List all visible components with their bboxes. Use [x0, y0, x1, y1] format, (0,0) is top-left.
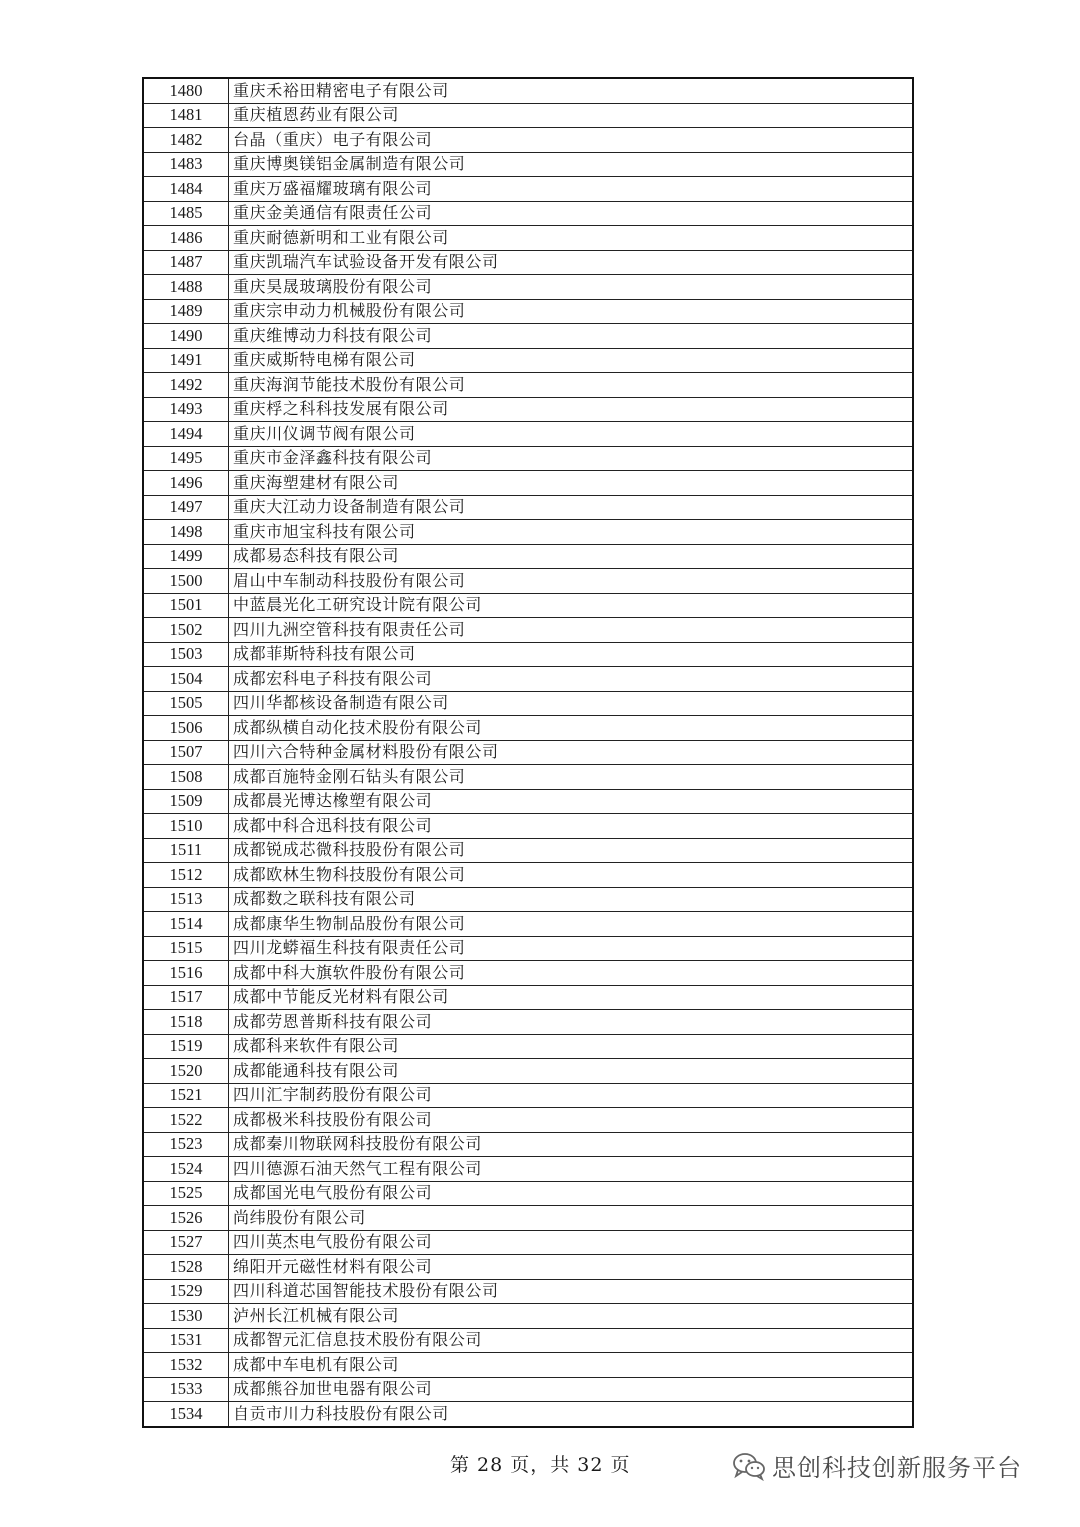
row-number: 1483 [143, 152, 229, 177]
table-row [143, 250, 913, 275]
company-name: 重庆昊晟玻璃股份有限公司 [229, 275, 914, 300]
table-row [143, 1402, 913, 1427]
table-row [143, 1255, 913, 1280]
table-row [143, 1304, 913, 1329]
row-number: 1486 [143, 226, 229, 251]
row-number: 1498 [143, 520, 229, 545]
table-row [143, 520, 913, 545]
table-row [143, 201, 913, 226]
row-number: 1519 [143, 1034, 229, 1059]
table-row [143, 961, 913, 986]
row-number: 1524 [143, 1157, 229, 1182]
company-name: 成都中科大旗软件股份有限公司 [229, 961, 914, 986]
table-row [143, 1279, 913, 1304]
table-row [143, 1377, 913, 1402]
table-row [143, 1181, 913, 1206]
company-name: 中蓝晨光化工研究设计院有限公司 [229, 593, 914, 618]
table-row [143, 887, 913, 912]
row-number: 1482 [143, 128, 229, 153]
row-number: 1520 [143, 1059, 229, 1084]
row-number: 1514 [143, 912, 229, 937]
row-number: 1529 [143, 1279, 229, 1304]
company-name: 重庆万盛福耀玻璃有限公司 [229, 177, 914, 202]
row-number: 1516 [143, 961, 229, 986]
company-name: 重庆桴之科科技发展有限公司 [229, 397, 914, 422]
table-row [143, 838, 913, 863]
row-number: 1491 [143, 348, 229, 373]
row-number: 1505 [143, 691, 229, 716]
row-number: 1508 [143, 765, 229, 790]
watermark-text: 思创科技创新服务平台 [772, 1454, 1022, 1482]
row-number: 1531 [143, 1328, 229, 1353]
company-name: 成都百施特金刚石钻头有限公司 [229, 765, 914, 790]
row-number: 1488 [143, 275, 229, 300]
company-name: 成都易态科技有限公司 [229, 544, 914, 569]
table-row [143, 789, 913, 814]
company-name: 重庆川仪调节阀有限公司 [229, 422, 914, 447]
table-row [143, 691, 913, 716]
table-row [143, 78, 913, 103]
table-row [143, 912, 913, 937]
company-name: 成都锐成芯微科技股份有限公司 [229, 838, 914, 863]
table-row [143, 1328, 913, 1353]
table-row [143, 1034, 913, 1059]
table-row [143, 765, 913, 790]
table-row [143, 1083, 913, 1108]
row-number: 1521 [143, 1083, 229, 1108]
row-number: 1499 [143, 544, 229, 569]
table-row [143, 1353, 913, 1378]
company-name: 四川汇宇制药股份有限公司 [229, 1083, 914, 1108]
company-name: 成都数之联科技有限公司 [229, 887, 914, 912]
row-number: 1503 [143, 642, 229, 667]
table-row [143, 863, 913, 888]
row-number: 1507 [143, 740, 229, 765]
table-row [143, 275, 913, 300]
wechat-icon [732, 1451, 766, 1481]
company-name: 成都欧林生物科技股份有限公司 [229, 863, 914, 888]
row-number: 1495 [143, 446, 229, 471]
company-name: 眉山中车制动科技股份有限公司 [229, 569, 914, 594]
table-row [143, 1108, 913, 1133]
table-row [143, 740, 913, 765]
company-name: 四川华都核设备制造有限公司 [229, 691, 914, 716]
company-name: 重庆市旭宝科技有限公司 [229, 520, 914, 545]
table-row [143, 397, 913, 422]
company-name: 四川科道芯国智能技术股份有限公司 [229, 1279, 914, 1304]
row-number: 1481 [143, 103, 229, 128]
table-row [143, 422, 913, 447]
company-name: 四川九洲空管科技有限责任公司 [229, 618, 914, 643]
company-name: 四川龙蟒福生科技有限责任公司 [229, 936, 914, 961]
row-number: 1513 [143, 887, 229, 912]
table-row [143, 814, 913, 839]
company-name: 重庆博奥镁铝金属制造有限公司 [229, 152, 914, 177]
table-row [143, 1010, 913, 1035]
company-name: 成都劳恩普斯科技有限公司 [229, 1010, 914, 1035]
row-number: 1506 [143, 716, 229, 741]
table-row [143, 1206, 913, 1231]
company-name: 成都菲斯特科技有限公司 [229, 642, 914, 667]
table-row [143, 1132, 913, 1157]
table-row [143, 544, 913, 569]
row-number: 1510 [143, 814, 229, 839]
company-name: 四川六合特种金属材料股份有限公司 [229, 740, 914, 765]
company-name: 重庆维博动力科技有限公司 [229, 324, 914, 349]
company-name: 四川英杰电气股份有限公司 [229, 1230, 914, 1255]
row-number: 1485 [143, 201, 229, 226]
company-name: 重庆海润节能技术股份有限公司 [229, 373, 914, 398]
row-number: 1500 [143, 569, 229, 594]
row-number: 1532 [143, 1353, 229, 1378]
company-name: 成都智元汇信息技术股份有限公司 [229, 1328, 914, 1353]
company-name: 成都宏科电子科技有限公司 [229, 667, 914, 692]
company-name: 成都中科合迅科技有限公司 [229, 814, 914, 839]
company-name: 成都熊谷加世电器有限公司 [229, 1377, 914, 1402]
table-row [143, 128, 913, 153]
row-number: 1526 [143, 1206, 229, 1231]
table-row [143, 667, 913, 692]
company-name: 成都秦川物联网科技股份有限公司 [229, 1132, 914, 1157]
table-row [143, 177, 913, 202]
company-name: 重庆海塑建材有限公司 [229, 471, 914, 496]
table-row [143, 348, 913, 373]
company-name: 四川德源石油天然气工程有限公司 [229, 1157, 914, 1182]
row-number: 1534 [143, 1402, 229, 1427]
table-row [143, 985, 913, 1010]
row-number: 1517 [143, 985, 229, 1010]
table-row [143, 593, 913, 618]
row-number: 1484 [143, 177, 229, 202]
company-name: 重庆威斯特电梯有限公司 [229, 348, 914, 373]
company-name: 成都纵横自动化技术股份有限公司 [229, 716, 914, 741]
table-row [143, 618, 913, 643]
company-name: 重庆耐德新明和工业有限公司 [229, 226, 914, 251]
company-name: 成都能通科技有限公司 [229, 1059, 914, 1084]
table-row [143, 936, 913, 961]
table-row [143, 373, 913, 398]
row-number: 1480 [143, 78, 229, 103]
row-number: 1489 [143, 299, 229, 324]
company-name: 成都康华生物制品股份有限公司 [229, 912, 914, 937]
row-number: 1501 [143, 593, 229, 618]
company-name: 重庆宗申动力机械股份有限公司 [229, 299, 914, 324]
row-number: 1487 [143, 250, 229, 275]
row-number: 1528 [143, 1255, 229, 1280]
table-body [143, 78, 913, 1427]
table-row [143, 1157, 913, 1182]
company-list-table [142, 77, 914, 1428]
table-row [143, 226, 913, 251]
row-number: 1512 [143, 863, 229, 888]
page-number: 第 28 页，共 32 页 [450, 1454, 631, 1476]
company-name: 成都极米科技股份有限公司 [229, 1108, 914, 1133]
table-row [143, 103, 913, 128]
company-name: 重庆植恩药业有限公司 [229, 103, 914, 128]
table-row [143, 152, 913, 177]
table-row [143, 495, 913, 520]
page-footer [0, 1450, 1080, 1480]
company-name: 自贡市川力科技股份有限公司 [229, 1402, 914, 1427]
company-name: 泸州长江机械有限公司 [229, 1304, 914, 1329]
table-row [143, 569, 913, 594]
row-number: 1518 [143, 1010, 229, 1035]
company-name: 尚纬股份有限公司 [229, 1206, 914, 1231]
table-row [143, 324, 913, 349]
table-row [143, 1230, 913, 1255]
table-row [143, 716, 913, 741]
table-row [143, 471, 913, 496]
row-number: 1533 [143, 1377, 229, 1402]
row-number: 1496 [143, 471, 229, 496]
row-number: 1502 [143, 618, 229, 643]
company-name: 成都晨光博达橡塑有限公司 [229, 789, 914, 814]
row-number: 1530 [143, 1304, 229, 1329]
row-number: 1504 [143, 667, 229, 692]
row-number: 1527 [143, 1230, 229, 1255]
table-row [143, 642, 913, 667]
company-name: 重庆凯瑞汽车试验设备开发有限公司 [229, 250, 914, 275]
row-number: 1492 [143, 373, 229, 398]
company-name: 成都中节能反光材料有限公司 [229, 985, 914, 1010]
table-row [143, 299, 913, 324]
watermark [732, 1448, 1022, 1483]
company-name: 成都国光电气股份有限公司 [229, 1181, 914, 1206]
row-number: 1515 [143, 936, 229, 961]
company-name: 重庆金美通信有限责任公司 [229, 201, 914, 226]
row-number: 1497 [143, 495, 229, 520]
row-number: 1509 [143, 789, 229, 814]
company-name: 重庆禾裕田精密电子有限公司 [229, 78, 914, 103]
company-name: 绵阳开元磁性材料有限公司 [229, 1255, 914, 1280]
row-number: 1523 [143, 1132, 229, 1157]
company-name: 成都科来软件有限公司 [229, 1034, 914, 1059]
company-name: 台晶（重庆）电子有限公司 [229, 128, 914, 153]
row-number: 1493 [143, 397, 229, 422]
row-number: 1511 [143, 838, 229, 863]
company-name: 重庆大江动力设备制造有限公司 [229, 495, 914, 520]
table-row [143, 446, 913, 471]
company-name: 成都中车电机有限公司 [229, 1353, 914, 1378]
table-row [143, 1059, 913, 1084]
row-number: 1522 [143, 1108, 229, 1133]
row-number: 1490 [143, 324, 229, 349]
company-name: 重庆市金泽鑫科技有限公司 [229, 446, 914, 471]
row-number: 1494 [143, 422, 229, 447]
row-number: 1525 [143, 1181, 229, 1206]
